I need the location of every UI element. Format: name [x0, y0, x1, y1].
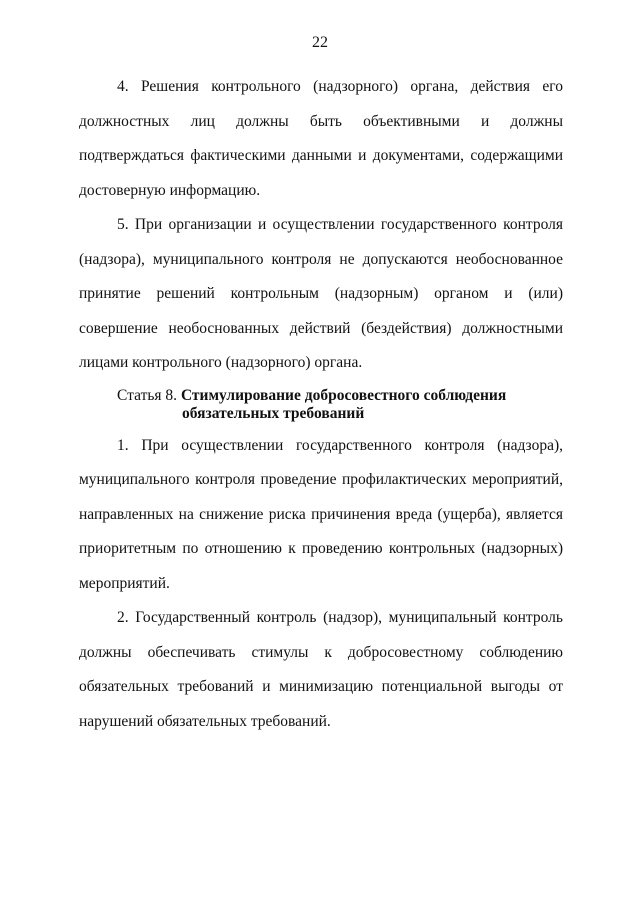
article-8-paragraph-2: 2. Государственный контроль (надзор), муниципальный контроль должны обеспечивать стимулы к добросовестному соблюдению обязательных требований и минимизацию потенциальной выгоды от нарушений обязательных требований.	[79, 609, 563, 730]
article-title-line2: обязательных требований	[182, 404, 365, 422]
paragraph-5: 5. При организации и осуществлении государственного контроля (надзора), муниципального контроля не допускаются необоснованное принятие решений контрольным (надзорным) органом и (или) совершение необоснованных действий (бездействия) должностными лицами контрольного (надзорного) органа.	[79, 216, 563, 371]
article-heading	[79, 387, 563, 423]
article-number: Статья 8.	[117, 386, 181, 404]
page-number: 22	[312, 34, 328, 51]
article-title-line1: Стимулирование добросовестного соблюдения	[180, 386, 507, 404]
paragraph-4: 4. Решения контрольного (надзорного) органа, действия его должностных лиц должны быть объективными и должны подтверждаться фактическими данными и документами, содержащими достоверную информацию.	[79, 78, 563, 199]
document-body	[79, 70, 563, 739]
article-8-paragraph-1: 1. При осуществлении государственного контроля (надзора), муниципального контроля проведение профилактических мероприятий, направленных на снижение риска причинения вреда (ущерба), является приоритетным по отношению к проведению контрольных (надзорных) мероприятий.	[79, 436, 563, 592]
